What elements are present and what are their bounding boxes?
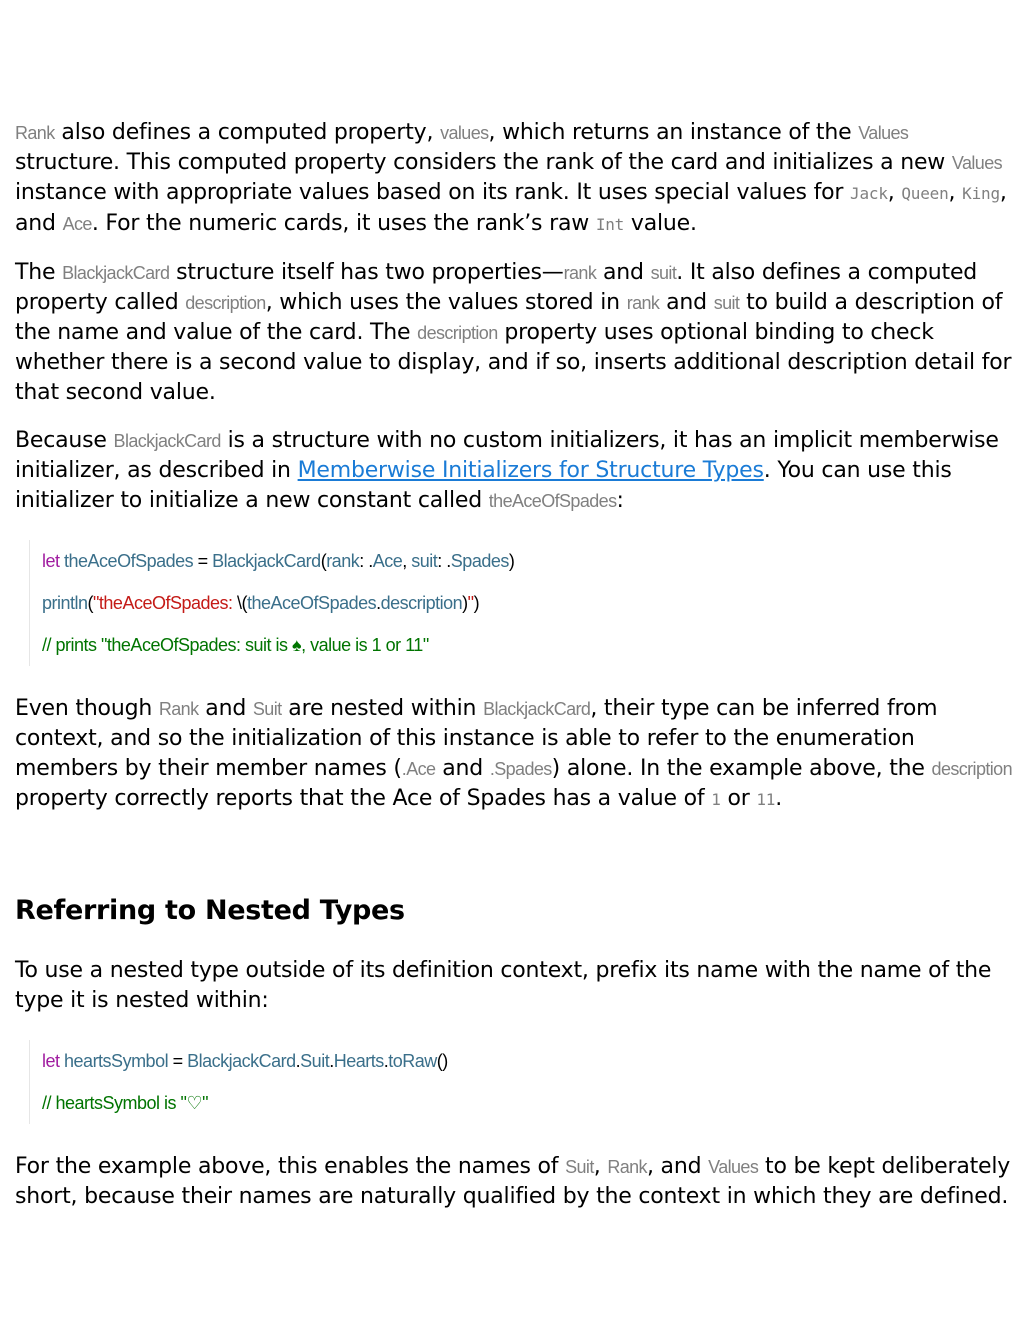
code-term: BlackjackCard xyxy=(62,263,170,283)
code-term: rank xyxy=(563,263,597,283)
code-term: Int xyxy=(595,215,625,234)
code-term: .Ace xyxy=(401,759,436,779)
memberwise-initializers-link[interactable]: Memberwise Initializers for Structure Types xyxy=(297,458,764,483)
code-term: Values xyxy=(858,123,909,143)
paragraph-short-names: For the example above, this enables the names of Suit, Rank, and Values to be kept deliberately short, because their names are naturally qualified by the context in which they are defined. xyxy=(15,1154,1011,1209)
document-page xyxy=(15,118,1015,1230)
code-term: Queen xyxy=(901,184,949,203)
code-term: values xyxy=(440,123,489,143)
code-comment-line: // heartsSymbol is "♡" xyxy=(42,1093,208,1113)
code-term: Values xyxy=(708,1157,759,1177)
paragraph-memberwise-initializer: Because BlackjackCard is a structure with no custom initializers, it has an implicit memberwise initializer, as described in Memberwise Initializers for Structure Types. You can use this initializer to initialize a new constant called theAceOfSpades: xyxy=(15,428,999,513)
code-term: .Spades xyxy=(489,759,552,779)
code-term: Rank xyxy=(607,1157,647,1177)
code-term: 11 xyxy=(756,790,776,809)
code-term: Ace xyxy=(62,214,92,234)
code-block-ace-of-spades xyxy=(29,540,1015,666)
code-comment-line: // prints "theAceOfSpades: suit is ♠, value is 1 or 11" xyxy=(42,635,429,655)
code-term: Values xyxy=(951,153,1003,173)
code-line: let theAceOfSpades = BlackjackCard(rank: .Ace, suit: .Spades) xyxy=(42,551,515,571)
code-term: Jack xyxy=(850,184,888,203)
code-term: Suit xyxy=(565,1157,594,1177)
paragraph-nested-inference: Even though Rank and Suit are nested within BlackjackCard, their type can be inferred from context, and so the initialization of this instance is able to refer to the enumeration members by their member names (.Ace and .Spades) alone. In the example above, the description property correctly reports that the Ace of Spades has a value of 1 or 11. xyxy=(15,696,1012,811)
code-term: rank xyxy=(626,293,660,313)
code-term: King xyxy=(962,184,1000,203)
code-term: description xyxy=(185,293,266,313)
code-term: suit xyxy=(650,263,677,283)
code-term: BlackjackCard xyxy=(113,431,221,451)
paragraph-blackjackcard-structure: The BlackjackCard structure itself has two properties—rank and suit. It also defines a computed property called description, which uses the values stored in rank and suit to build a description of the name and value of the card. The description property uses optional binding to check whether there is a second value to display, and if so, inserts additional description detail for that second value. xyxy=(15,260,1012,405)
code-term: description xyxy=(417,323,498,343)
paragraph-rank-values: Rank also defines a computed property, values, which returns an instance of the Values structure. This computed property considers the rank of the card and initializes a new Values instance with appropriate values based on its rank. It uses special values for Jack, Queen, King, and Ace. For the numeric cards, it uses the rank’s raw Int value. xyxy=(15,120,1007,236)
code-term: BlackjackCard xyxy=(483,699,591,719)
code-term: Suit xyxy=(252,699,282,719)
code-line: println("theAceOfSpades: \(theAceOfSpades.description)") xyxy=(42,593,480,613)
code-term: 1 xyxy=(711,790,721,809)
code-term: suit xyxy=(713,293,740,313)
code-term: theAceOfSpades xyxy=(488,491,617,511)
code-line: let heartsSymbol = BlackjackCard.Suit.Hearts.toRaw() xyxy=(42,1051,448,1071)
code-term: Rank xyxy=(15,123,55,143)
paragraph-nested-type-usage: To use a nested type outside of its definition context, prefix its name with the name of the type it is nested within: xyxy=(15,958,992,1013)
code-term: description xyxy=(931,759,1012,779)
section-heading: Referring to Nested Types xyxy=(15,895,405,926)
code-term: Rank xyxy=(158,699,199,719)
code-block-hearts-symbol xyxy=(29,1040,1015,1124)
